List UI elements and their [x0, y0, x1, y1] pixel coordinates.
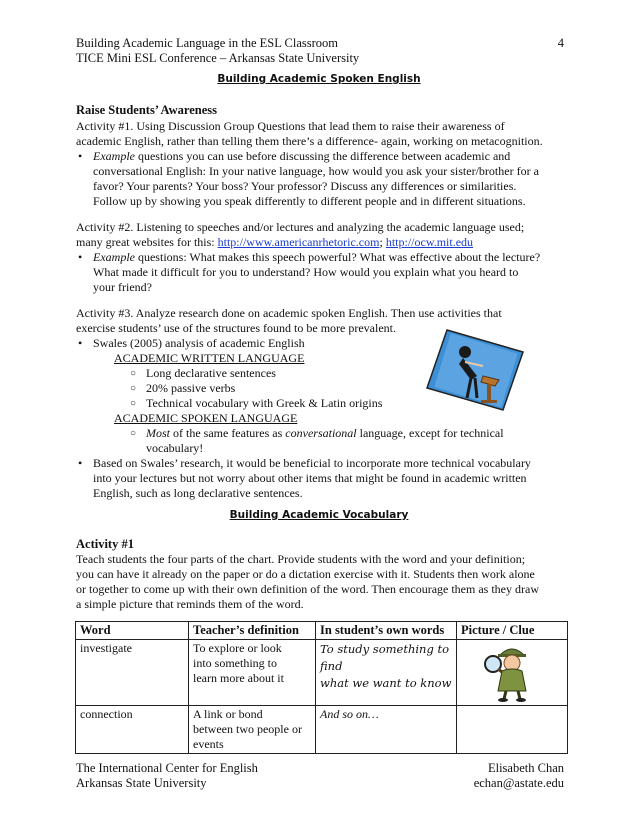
- section-title-vocabulary: Building Academic Vocabulary: [229, 509, 409, 521]
- cell-own-words: And so on…: [316, 706, 457, 754]
- col-teacher-definition: Teacher’s definition: [189, 622, 316, 640]
- link-americanrhetoric[interactable]: http://www.americanrhetoric.com: [217, 235, 380, 249]
- author-name: Elisabeth Chan: [487, 761, 564, 775]
- table-row: [76, 640, 568, 706]
- example-label: Example: [93, 149, 135, 163]
- cell-word: investigate: [76, 640, 189, 706]
- header-line-1: Building Academic Language in the ESL Classroom: [76, 36, 338, 50]
- table-header-row: [76, 622, 568, 640]
- cell-picture: [457, 706, 568, 754]
- detective-clipart-icon: [482, 641, 542, 703]
- spoken-item: ○ Most of the same features as conversational language, except for technical: [76, 426, 564, 441]
- vocabulary-paragraph: Teach students the four parts of the chart. Provide students with the word and your definition; you can have it already on the paper or do a dictation exercise with it. Students then work alone or together to come up with their own definition of the word. Then encourage them as they draw a simple picture that reminds them of the word.: [76, 552, 539, 611]
- activity-2-bullet: • Example questions: What makes this speech powerful? What was effective about the lecture? What made it difficult for you to understand? How would you explain what you heard to your friend?: [76, 250, 564, 295]
- page-number: 4: [557, 36, 564, 50]
- cell-word: connection: [76, 706, 189, 754]
- activity-2-block: [76, 220, 564, 295]
- cell-definition: A link or bond between two people or events: [189, 706, 316, 754]
- page-header: [76, 36, 359, 65]
- swales-research-bullet: • Based on Swales’ research, it would be beneficial to incorporate more technical vocabulary into your lectures but not worry about other items that might be found in academic written English, such as long declarative sentences.: [76, 456, 564, 501]
- footer-right: [474, 761, 564, 791]
- activity-3-line-2: exercise students’ use of the structures found to be more prevalent.: [76, 321, 397, 335]
- col-picture-clue: Picture / Clue: [457, 622, 568, 640]
- swales-bullet: • Swales (2005) analysis of academic English: [76, 336, 564, 351]
- author-email: echan@astate.edu: [473, 776, 564, 790]
- table-row: [76, 706, 568, 754]
- cell-definition: To explore or look into something to learn more about it: [189, 640, 316, 706]
- footer-left: The International Center for English Arkansas State University: [76, 761, 258, 790]
- cell-picture: [457, 640, 568, 706]
- vocabulary-table: [75, 621, 568, 754]
- col-student-words: In student’s own words: [316, 622, 457, 640]
- activity-1-line-1: Activity #1. Using Discussion Group Questions that lead them to raise their awareness of: [76, 119, 505, 133]
- activity-1-line-2: academic English, rather than telling them there’s a difference- again, working on metacognition.: [76, 134, 543, 148]
- section-title-spoken-english: Building Academic Spoken English: [217, 73, 421, 85]
- activity-2-line-1: Activity #2. Listening to speeches and/or lectures and analyzing the academic language used;: [76, 220, 525, 234]
- link-ocw-mit[interactable]: http://ocw.mit.edu: [385, 235, 474, 249]
- heading-activity-1-vocab: Activity #1: [76, 537, 134, 551]
- col-word: Word: [76, 622, 189, 640]
- written-item: ○ 20% passive verbs: [76, 381, 564, 396]
- activity-3-line-1: Activity #3. Analyze research done on academic spoken English. Then use activities that: [76, 306, 502, 320]
- activity-1-block: [76, 119, 564, 209]
- spoken-language-heading: ACADEMIC SPOKEN LANGUAGE: [114, 411, 298, 425]
- activity-1-bullet: • Example questions you can use before discussing the difference between academic and conversational English: In your native language, how would you ask your sister/brother for a favor? Your parents? Your boss? Your professor? Discuss any differences or similarities. Follow up by showing you speak differently to different people and in different situations.: [76, 149, 564, 209]
- heading-raise-awareness: Raise Students’ Awareness: [76, 103, 217, 117]
- presenter-clipart-icon: [425, 328, 525, 412]
- written-language-heading: ACADEMIC WRITTEN LANGUAGE: [114, 351, 305, 365]
- activity-3-block: Activity #3. Analyze research done on academic spoken English. Then use activities that exercise students’ use of the structures found to be more prevalent. • Swales (2005) analysis of academic English ACADEMIC WRITTEN LANGUAGE ○ Long declarative sentences ○ 20% passive verbs ○ Technical vocabulary with Greek & Latin origins ACADEMIC SPOKEN LANGUAGE ○ Most of the same features as conversational language, except for technical vocabulary! • Based on Swales’ research, it would be beneficial to incorporate more technical vocabulary into your lectures but not worry about other items that might be found in academic written English, such as long declarative sentences.: [76, 306, 564, 501]
- header-line-2: TICE Mini ESL Conference – Arkansas State University: [76, 50, 360, 65]
- written-item: ○ Technical vocabulary with Greek & Latin origins: [76, 396, 564, 411]
- written-item: ○ Long declarative sentences: [76, 366, 564, 381]
- cell-own-words: To study something to find what we want to know: [316, 640, 457, 706]
- activity-2-line-2: many great websites for this: http://www.americanrhetoric.com; http://ocw.mit.edu: [76, 235, 474, 249]
